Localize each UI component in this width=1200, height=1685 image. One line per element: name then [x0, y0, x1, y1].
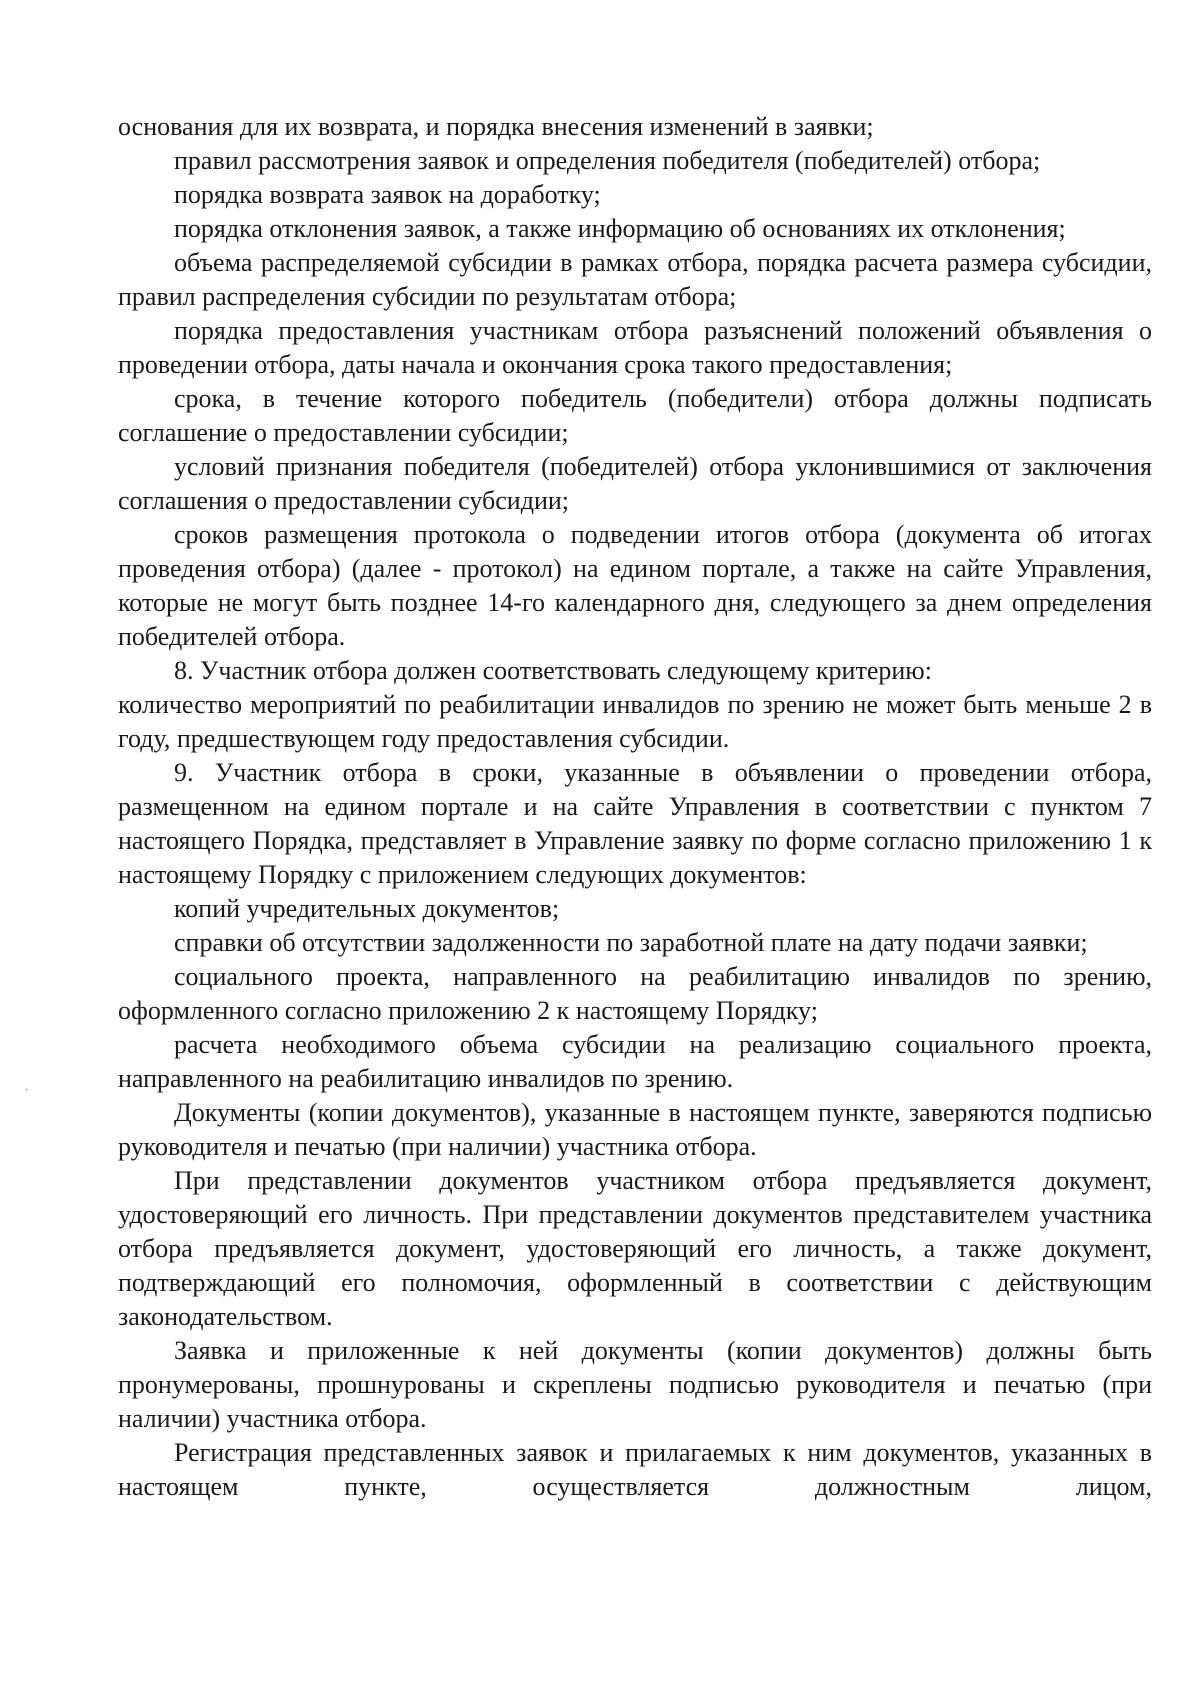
document-body: [118, 110, 1152, 1504]
paragraph: Регистрация представленных заявок и прилагаемых к ним документов, указанных в настоящем пункте, осуществляется должностным лицом,: [118, 1438, 1152, 1501]
paragraph: расчета необходимого объема субсидии на реализацию социального проекта, направленного на реабилитацию инвалидов по зрению.: [118, 1030, 1152, 1093]
paragraph: порядка возврата заявок на доработку;: [174, 180, 601, 209]
paragraph: условий признания победителя (победителей) отбора уклонившимися от заключения соглашения о предоставлении субсидии;: [118, 452, 1152, 515]
paragraph: основания для их возврата, и порядка внесения изменений в заявки;: [118, 112, 874, 141]
paragraph: порядка предоставления участникам отбора разъяснений положений объявления о проведении отбора, даты начала и окончания срока такого предоставления;: [118, 316, 1152, 379]
paragraph: порядка отклонения заявок, а также информацию об основаниях их отклонения;: [174, 214, 1066, 243]
paragraph: справки об отсутствии задолженности по заработной плате на дату подачи заявки;: [174, 928, 1088, 957]
paragraph: правил рассмотрения заявок и определения победителя (победителей) отбора;: [174, 146, 1041, 175]
paragraph: При представлении документов участником отбора предъявляется документ, удостоверяющий его личность. При представлении документов представителем участника отбора предъявляется документ, удостоверяющий его личность, а также документ, подтверждающий его полномочия, оформленный в соответствии с действующим законодательством.: [118, 1166, 1152, 1331]
paragraph: срока, в течение которого победитель (победители) отбора должны подписать соглашение о предоставлении субсидии;: [118, 384, 1152, 447]
paragraph: копий учредительных документов;: [174, 894, 560, 923]
paragraph: объема распределяемой субсидии в рамках отбора, порядка расчета размера субсидии, правил распределения субсидии по результатам отбора;: [118, 248, 1152, 311]
margin-mark: ·: [24, 1082, 30, 1099]
section-heading-9: 9. Участник отбора в сроки, указанные в объявлении о проведении отбора, размещенном на едином портале и на сайте Управления в соответствии с пунктом 7 настоящего Порядка, представляет в Управление заявку по форме согласно приложению 1 к настоящему Порядку с приложением следующих документов:: [118, 758, 1152, 889]
paragraph: Документы (копии документов), указанные в настоящем пункте, заверяются подписью руководителя и печатью (при наличии) участника отбора.: [118, 1098, 1152, 1161]
paragraph: Заявка и приложенные к ней документы (копии документов) должны быть пронумерованы, прошнурованы и скреплены подписью руководителя и печатью (при наличии) участника отбора.: [118, 1336, 1152, 1433]
paragraph: сроков размещения протокола о подведении итогов отбора (документа об итогах проведения отбора) (далее - протокол) на едином портале, а также на сайте Управления, которые не могут быть позднее 14-го календарного дня, следующего за днем определения победителей отбора.: [118, 520, 1152, 651]
section-heading-8: 8. Участник отбора должен соответствовать следующему критерию:: [174, 656, 932, 685]
paragraph: социального проекта, направленного на реабилитацию инвалидов по зрению, оформленного согласно приложению 2 к настоящему Порядку;: [118, 962, 1152, 1025]
paragraph: количество мероприятий по реабилитации инвалидов по зрению не может быть меньше 2 в году, предшествующем году предоставления субсидии.: [118, 690, 1152, 753]
